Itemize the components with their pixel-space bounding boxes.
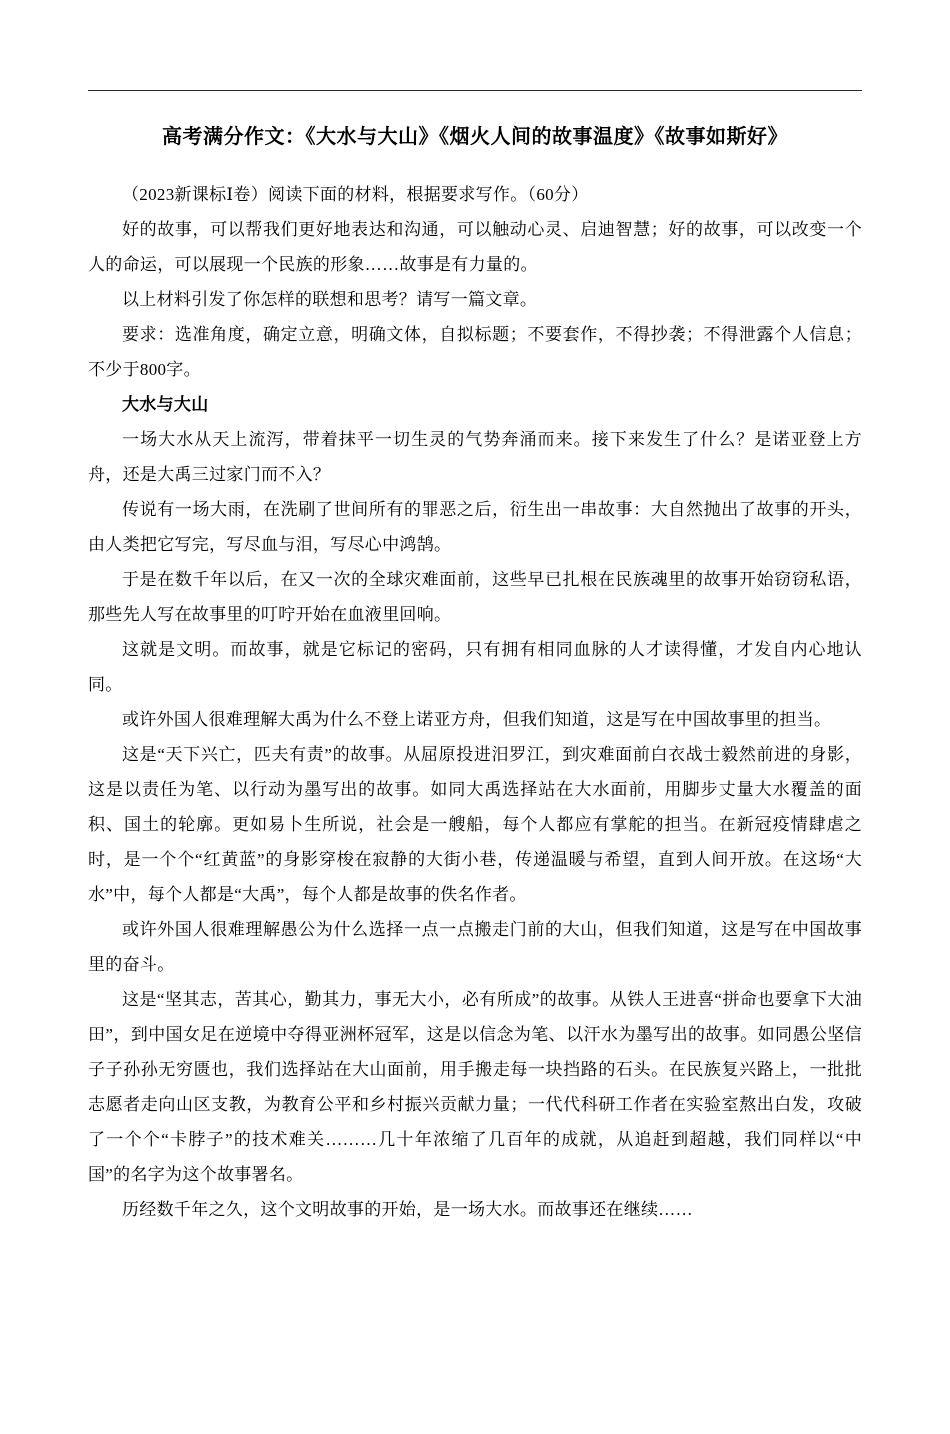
paragraph: 这是“坚其志，苦其心，勤其力，事无大小，必有所成”的故事。从铁人王进喜“拼命也要拿下大油田”，到中国女足在逆境中夺得亚洲杯冠军，这是以信念为笔、以汗水为墨写出的故事。如同愚公坚信子子孙孙无穷匮也，我们选择站在大山面前，用手搬走每一块挡路的石头。在民族复兴路上，一批批志愿者走向山区支教，为教育公平和乡村振兴贡献力量；一代代科研工作者在实验室熬出白发，攻破了一个个“卡脖子”的技术难关………几十年浓缩了几百年的成就，从追赶到超越，我们同样以“中国”的名字为这个故事署名。 bbox=[88, 990, 862, 1184]
paragraph: 传说有一场大雨，在洗刷了世间所有的罪恶之后，衍生出一串故事：大自然抛出了故事的开头，由人类把它写完，写尽血与泪，写尽心中鸿鹄。 bbox=[88, 500, 862, 554]
paragraph: 于是在数千年以后，在又一次的全球灾难面前，这些早已扎根在民族魂里的故事开始窃窃私语，那些先人写在故事里的叮咛开始在血液里回响。 bbox=[88, 570, 862, 624]
paragraph: 或许外国人很难理解愚公为什么选择一点一点搬走门前的大山，但我们知道，这是写在中国故事里的奋斗。 bbox=[88, 920, 862, 974]
paragraph: 这就是文明。而故事，就是它标记的密码，只有拥有相同血脉的人才读得懂，才发自内心地认同。 bbox=[88, 640, 862, 694]
document-body bbox=[88, 177, 862, 1227]
paragraph-requirements: 要求：选准角度，确定立意，明确文体，自拟标题；不要套作，不得抄袭；不得泄露个人信息；不少于800字。 bbox=[88, 325, 862, 379]
paragraph-task: 以上材料引发了你怎样的联想和思考？请写一篇文章。 bbox=[122, 290, 538, 309]
paragraph-material: 好的故事，可以帮我们更好地表达和沟通，可以触动心灵、启迪智慧；好的故事，可以改变一个人的命运，可以展现一个民族的形象……故事是有力量的。 bbox=[88, 220, 862, 274]
page-title: 高考满分作文：《大水与大山》《烟火人间的故事温度》《故事如斯好》 bbox=[162, 126, 788, 148]
paragraph-exam-source: （2023新课标Ⅰ卷）阅读下面的材料，根据要求写作。（60分） bbox=[122, 185, 589, 204]
essay-subtitle: 大水与大山 bbox=[122, 395, 209, 414]
paragraph: 这是“天下兴亡，匹夫有责”的故事。从屈原投进汨罗江，到灾难面前白衣战士毅然前进的身影，这是以责任为笔、以行动为墨写出的故事。如同大禹选择站在大水面前，用脚步丈量大水覆盖的面积、国土的轮廓。更如易卜生所说，社会是一艘船，每个人都应有掌舵的担当。在新冠疫情肆虐之时，是一个个“红黄蓝”的身影穿梭在寂静的大街小巷，传递温暖与希望，直到人间开放。在这场“大水”中，每个人都是“大禹”，每个人都是故事的佚名作者。 bbox=[88, 745, 862, 904]
header-divider bbox=[88, 90, 862, 91]
paragraph: 或许外国人很难理解大禹为什么不登上诺亚方舟，但我们知道，这是写在中国故事里的担当。 bbox=[122, 710, 832, 729]
document-page bbox=[0, 90, 950, 1434]
paragraph: 历经数千年之久，这个文明故事的开始，是一场大水。而故事还在继续…… bbox=[122, 1200, 693, 1219]
paragraph: 一场大水从天上流泻，带着抹平一切生灵的气势奔涌而来。接下来发生了什么？是诺亚登上方舟，还是大禹三过家门而不入？ bbox=[88, 430, 862, 484]
